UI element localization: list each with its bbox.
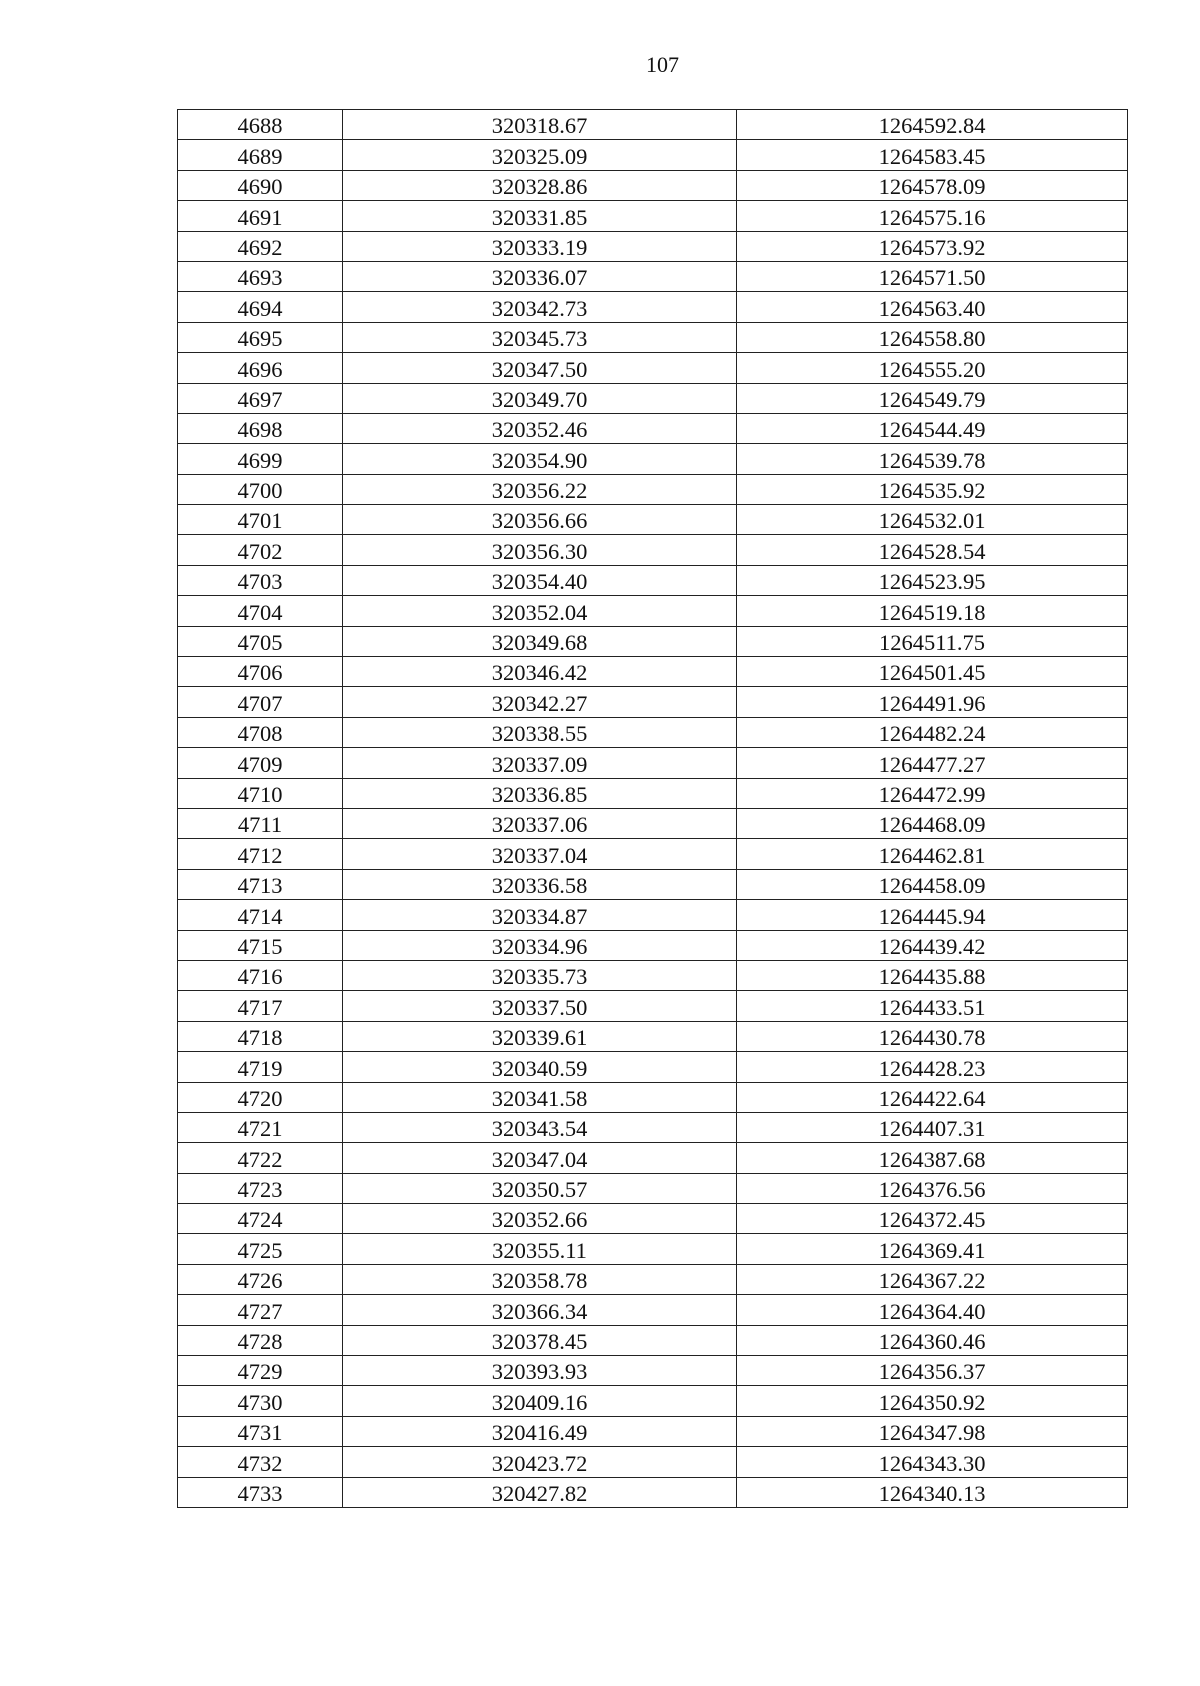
point-number-cell: 4692 <box>178 231 343 261</box>
table-row <box>178 1021 1128 1051</box>
y-coordinate-cell: 1264519.18 <box>737 596 1128 626</box>
table-row <box>178 930 1128 960</box>
x-coordinate-cell: 320336.07 <box>343 261 737 291</box>
y-coordinate-cell: 1264435.88 <box>737 960 1128 990</box>
y-coordinate-cell: 1264439.42 <box>737 930 1128 960</box>
x-coordinate-cell: 320337.09 <box>343 748 737 778</box>
table-row <box>178 201 1128 231</box>
x-coordinate-cell: 320349.68 <box>343 626 737 656</box>
point-number-cell: 4703 <box>178 565 343 595</box>
y-coordinate-cell: 1264387.68 <box>737 1143 1128 1173</box>
table-row <box>178 1143 1128 1173</box>
y-coordinate-cell: 1264472.99 <box>737 778 1128 808</box>
table-row <box>178 839 1128 869</box>
table-row <box>178 1082 1128 1112</box>
y-coordinate-cell: 1264573.92 <box>737 231 1128 261</box>
y-coordinate-cell: 1264571.50 <box>737 261 1128 291</box>
y-coordinate-cell: 1264501.45 <box>737 657 1128 687</box>
table-row <box>178 1173 1128 1203</box>
y-coordinate-cell: 1264445.94 <box>737 900 1128 930</box>
point-number-cell: 4724 <box>178 1204 343 1234</box>
table-row <box>178 1416 1128 1446</box>
x-coordinate-cell: 320333.19 <box>343 231 737 261</box>
y-coordinate-cell: 1264477.27 <box>737 748 1128 778</box>
point-number-cell: 4693 <box>178 261 343 291</box>
table-row <box>178 474 1128 504</box>
y-coordinate-cell: 1264350.92 <box>737 1386 1128 1416</box>
table-row <box>178 657 1128 687</box>
table-row <box>178 991 1128 1021</box>
x-coordinate-cell: 320340.59 <box>343 1052 737 1082</box>
coordinates-table <box>177 109 1128 1508</box>
x-coordinate-cell: 320337.04 <box>343 839 737 869</box>
y-coordinate-cell: 1264563.40 <box>737 292 1128 322</box>
y-coordinate-cell: 1264340.13 <box>737 1477 1128 1507</box>
y-coordinate-cell: 1264356.37 <box>737 1356 1128 1386</box>
point-number-cell: 4694 <box>178 292 343 322</box>
x-coordinate-cell: 320393.93 <box>343 1356 737 1386</box>
y-coordinate-cell: 1264532.01 <box>737 505 1128 535</box>
y-coordinate-cell: 1264364.40 <box>737 1295 1128 1325</box>
y-coordinate-cell: 1264491.96 <box>737 687 1128 717</box>
x-coordinate-cell: 320334.87 <box>343 900 737 930</box>
y-coordinate-cell: 1264433.51 <box>737 991 1128 1021</box>
y-coordinate-cell: 1264462.81 <box>737 839 1128 869</box>
x-coordinate-cell: 320366.34 <box>343 1295 737 1325</box>
table-row <box>178 261 1128 291</box>
point-number-cell: 4715 <box>178 930 343 960</box>
point-number-cell: 4722 <box>178 1143 343 1173</box>
table-row <box>178 1386 1128 1416</box>
table-row <box>178 322 1128 352</box>
table-row <box>178 140 1128 170</box>
point-number-cell: 4718 <box>178 1021 343 1051</box>
y-coordinate-cell: 1264539.78 <box>737 444 1128 474</box>
x-coordinate-cell: 320335.73 <box>343 960 737 990</box>
y-coordinate-cell: 1264458.09 <box>737 869 1128 899</box>
y-coordinate-cell: 1264376.56 <box>737 1173 1128 1203</box>
point-number-cell: 4710 <box>178 778 343 808</box>
y-coordinate-cell: 1264343.30 <box>737 1447 1128 1477</box>
point-number-cell: 4698 <box>178 413 343 443</box>
point-number-cell: 4705 <box>178 626 343 656</box>
x-coordinate-cell: 320356.30 <box>343 535 737 565</box>
y-coordinate-cell: 1264549.79 <box>737 383 1128 413</box>
y-coordinate-cell: 1264369.41 <box>737 1234 1128 1264</box>
point-number-cell: 4726 <box>178 1264 343 1294</box>
point-number-cell: 4728 <box>178 1325 343 1355</box>
point-number-cell: 4729 <box>178 1356 343 1386</box>
y-coordinate-cell: 1264558.80 <box>737 322 1128 352</box>
y-coordinate-cell: 1264428.23 <box>737 1052 1128 1082</box>
y-coordinate-cell: 1264578.09 <box>737 170 1128 200</box>
table-row <box>178 231 1128 261</box>
point-number-cell: 4695 <box>178 322 343 352</box>
x-coordinate-cell: 320339.61 <box>343 1021 737 1051</box>
point-number-cell: 4732 <box>178 1447 343 1477</box>
table-row <box>178 687 1128 717</box>
x-coordinate-cell: 320346.42 <box>343 657 737 687</box>
x-coordinate-cell: 320354.90 <box>343 444 737 474</box>
table-row <box>178 596 1128 626</box>
table-row <box>178 383 1128 413</box>
x-coordinate-cell: 320358.78 <box>343 1264 737 1294</box>
x-coordinate-cell: 320341.58 <box>343 1082 737 1112</box>
x-coordinate-cell: 320409.16 <box>343 1386 737 1416</box>
x-coordinate-cell: 320352.66 <box>343 1204 737 1234</box>
point-number-cell: 4730 <box>178 1386 343 1416</box>
table-row <box>178 1204 1128 1234</box>
x-coordinate-cell: 320347.50 <box>343 353 737 383</box>
x-coordinate-cell: 320349.70 <box>343 383 737 413</box>
table-row <box>178 444 1128 474</box>
y-coordinate-cell: 1264360.46 <box>737 1325 1128 1355</box>
y-coordinate-cell: 1264372.45 <box>737 1204 1128 1234</box>
table-row <box>178 1112 1128 1142</box>
point-number-cell: 4723 <box>178 1173 343 1203</box>
point-number-cell: 4733 <box>178 1477 343 1507</box>
point-number-cell: 4706 <box>178 657 343 687</box>
x-coordinate-cell: 320342.73 <box>343 292 737 322</box>
x-coordinate-cell: 320337.06 <box>343 808 737 838</box>
point-number-cell: 4725 <box>178 1234 343 1264</box>
y-coordinate-cell: 1264523.95 <box>737 565 1128 595</box>
page-number: 107 <box>646 52 679 77</box>
table-row <box>178 808 1128 838</box>
table-row <box>178 869 1128 899</box>
table-row <box>178 626 1128 656</box>
y-coordinate-cell: 1264575.16 <box>737 201 1128 231</box>
table-row <box>178 353 1128 383</box>
point-number-cell: 4707 <box>178 687 343 717</box>
x-coordinate-cell: 320355.11 <box>343 1234 737 1264</box>
point-number-cell: 4717 <box>178 991 343 1021</box>
point-number-cell: 4708 <box>178 717 343 747</box>
table-row <box>178 717 1128 747</box>
x-coordinate-cell: 320334.96 <box>343 930 737 960</box>
point-number-cell: 4709 <box>178 748 343 778</box>
x-coordinate-cell: 320354.40 <box>343 565 737 595</box>
x-coordinate-cell: 320338.55 <box>343 717 737 747</box>
x-coordinate-cell: 320342.27 <box>343 687 737 717</box>
point-number-cell: 4697 <box>178 383 343 413</box>
point-number-cell: 4711 <box>178 808 343 838</box>
x-coordinate-cell: 320318.67 <box>343 110 737 140</box>
x-coordinate-cell: 320423.72 <box>343 1447 737 1477</box>
table-row <box>178 505 1128 535</box>
point-number-cell: 4712 <box>178 839 343 869</box>
x-coordinate-cell: 320328.86 <box>343 170 737 200</box>
y-coordinate-cell: 1264430.78 <box>737 1021 1128 1051</box>
y-coordinate-cell: 1264468.09 <box>737 808 1128 838</box>
y-coordinate-cell: 1264592.84 <box>737 110 1128 140</box>
point-number-cell: 4699 <box>178 444 343 474</box>
x-coordinate-cell: 320350.57 <box>343 1173 737 1203</box>
y-coordinate-cell: 1264511.75 <box>737 626 1128 656</box>
table-row <box>178 778 1128 808</box>
y-coordinate-cell: 1264535.92 <box>737 474 1128 504</box>
y-coordinate-cell: 1264583.45 <box>737 140 1128 170</box>
x-coordinate-cell: 320336.58 <box>343 869 737 899</box>
point-number-cell: 4689 <box>178 140 343 170</box>
table-row <box>178 1052 1128 1082</box>
y-coordinate-cell: 1264544.49 <box>737 413 1128 443</box>
y-coordinate-cell: 1264347.98 <box>737 1416 1128 1446</box>
point-number-cell: 4688 <box>178 110 343 140</box>
table-row <box>178 1447 1128 1477</box>
table-row <box>178 565 1128 595</box>
x-coordinate-cell: 320325.09 <box>343 140 737 170</box>
point-number-cell: 4704 <box>178 596 343 626</box>
table-row <box>178 413 1128 443</box>
y-coordinate-cell: 1264528.54 <box>737 535 1128 565</box>
point-number-cell: 4700 <box>178 474 343 504</box>
x-coordinate-cell: 320336.85 <box>343 778 737 808</box>
x-coordinate-cell: 320416.49 <box>343 1416 737 1446</box>
x-coordinate-cell: 320343.54 <box>343 1112 737 1142</box>
point-number-cell: 4731 <box>178 1416 343 1446</box>
table-row <box>178 170 1128 200</box>
y-coordinate-cell: 1264367.22 <box>737 1264 1128 1294</box>
x-coordinate-cell: 320427.82 <box>343 1477 737 1507</box>
x-coordinate-cell: 320356.66 <box>343 505 737 535</box>
table-row <box>178 535 1128 565</box>
point-number-cell: 4716 <box>178 960 343 990</box>
y-coordinate-cell: 1264482.24 <box>737 717 1128 747</box>
table-row <box>178 900 1128 930</box>
point-number-cell: 4690 <box>178 170 343 200</box>
table-row <box>178 1234 1128 1264</box>
table-row <box>178 1356 1128 1386</box>
point-number-cell: 4714 <box>178 900 343 930</box>
x-coordinate-cell: 320331.85 <box>343 201 737 231</box>
x-coordinate-cell: 320347.04 <box>343 1143 737 1173</box>
y-coordinate-cell: 1264422.64 <box>737 1082 1128 1112</box>
table-row <box>178 748 1128 778</box>
x-coordinate-cell: 320352.46 <box>343 413 737 443</box>
table-row <box>178 292 1128 322</box>
x-coordinate-cell: 320345.73 <box>343 322 737 352</box>
point-number-cell: 4702 <box>178 535 343 565</box>
table-row <box>178 1325 1128 1355</box>
point-number-cell: 4701 <box>178 505 343 535</box>
point-number-cell: 4691 <box>178 201 343 231</box>
point-number-cell: 4696 <box>178 353 343 383</box>
point-number-cell: 4719 <box>178 1052 343 1082</box>
x-coordinate-cell: 320352.04 <box>343 596 737 626</box>
y-coordinate-cell: 1264555.20 <box>737 353 1128 383</box>
table-row <box>178 960 1128 990</box>
point-number-cell: 4713 <box>178 869 343 899</box>
table-row <box>178 110 1128 140</box>
x-coordinate-cell: 320356.22 <box>343 474 737 504</box>
table-row <box>178 1477 1128 1507</box>
x-coordinate-cell: 320378.45 <box>343 1325 737 1355</box>
point-number-cell: 4721 <box>178 1112 343 1142</box>
y-coordinate-cell: 1264407.31 <box>737 1112 1128 1142</box>
point-number-cell: 4720 <box>178 1082 343 1112</box>
x-coordinate-cell: 320337.50 <box>343 991 737 1021</box>
table-row <box>178 1264 1128 1294</box>
point-number-cell: 4727 <box>178 1295 343 1325</box>
table-row <box>178 1295 1128 1325</box>
